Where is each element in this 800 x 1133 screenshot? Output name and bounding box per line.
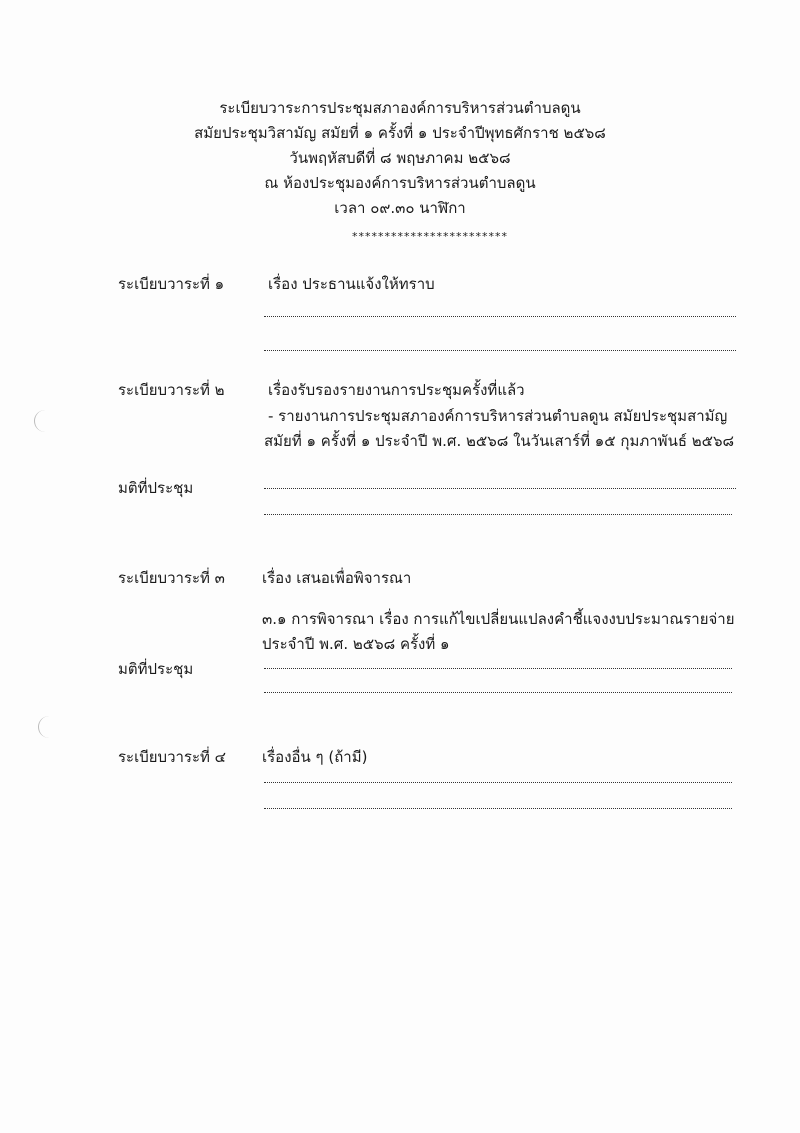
agenda3-item1-line-1: ๓.๑ การพิจารณา เรื่อง การแก้ไขเปลี่ยนแปลงคำชี้แจงงบประมาณรายจ่าย bbox=[262, 610, 735, 628]
scan-mark bbox=[34, 410, 49, 432]
agenda1-blank-line-1 bbox=[264, 314, 736, 317]
agenda1-title: เรื่อง ประธานแจ้งให้ทราบ bbox=[268, 275, 435, 293]
agenda1-blank-line-2 bbox=[264, 348, 736, 351]
agenda2-detail-1: - รายงานการประชุมสภาองค์การบริหารส่วนตำบลดูน สมัยประชุมสามัญ bbox=[268, 407, 728, 425]
header-title: ระเบียบวาระการประชุมสภาองค์การบริหารส่วนตำบลดูน bbox=[219, 99, 581, 117]
agenda3-blank-line-1 bbox=[264, 666, 732, 669]
agenda2-blank-line-1 bbox=[264, 486, 736, 489]
agenda4-label: ระเบียบวาระที่ ๔ bbox=[118, 748, 227, 766]
agenda4-title: เรื่องอื่น ๆ (ถ้ามี) bbox=[262, 748, 368, 766]
agenda3-resolution-label: มติที่ประชุม bbox=[118, 660, 194, 678]
agenda2-blank-line-2 bbox=[264, 512, 732, 515]
agenda3-title: เรื่อง เสนอเพื่อพิจารณา bbox=[262, 569, 412, 587]
scan-mark bbox=[38, 716, 53, 738]
agenda3-blank-line-2 bbox=[264, 690, 732, 693]
agenda2-label: ระเบียบวาระที่ ๒ bbox=[118, 381, 225, 399]
agenda2-title: เรื่องรับรองรายงานการประชุมครั้งที่แล้ว bbox=[268, 381, 525, 399]
header-venue: ณ ห้องประชุมองค์การบริหารส่วนตำบลดูน bbox=[264, 174, 536, 192]
agenda4-blank-line-1 bbox=[264, 780, 732, 783]
header-date: วันพฤหัสบดีที่ ๘ พฤษภาคม ๒๕๖๘ bbox=[289, 149, 511, 167]
document-header bbox=[0, 96, 800, 221]
agenda4-blank-line-2 bbox=[264, 806, 732, 809]
agenda3-item1-line-2: ประจำปี พ.ศ. ๒๕๖๘ ครั้งที่ ๑ bbox=[262, 635, 450, 653]
header-separator: ************************ bbox=[352, 230, 508, 243]
agenda3-label: ระเบียบวาระที่ ๓ bbox=[118, 569, 225, 587]
agenda1-label: ระเบียบวาระที่ ๑ bbox=[118, 275, 225, 293]
header-time: เวลา ๐๙.๓๐ นาฬิกา bbox=[334, 199, 466, 217]
header-session: สมัยประชุมวิสามัญ สมัยที่ ๑ ครั้งที่ ๑ ประจำปีพุทธศักราช ๒๕๖๘ bbox=[194, 124, 606, 142]
agenda2-resolution-label: มติที่ประชุม bbox=[118, 479, 194, 497]
agenda2-detail-2: สมัยที่ ๑ ครั้งที่ ๑ ประจำปี พ.ศ. ๒๕๖๘ ในวันเสาร์ที่ ๑๕ กุมภาพันธ์ ๒๕๖๘ bbox=[264, 432, 735, 450]
